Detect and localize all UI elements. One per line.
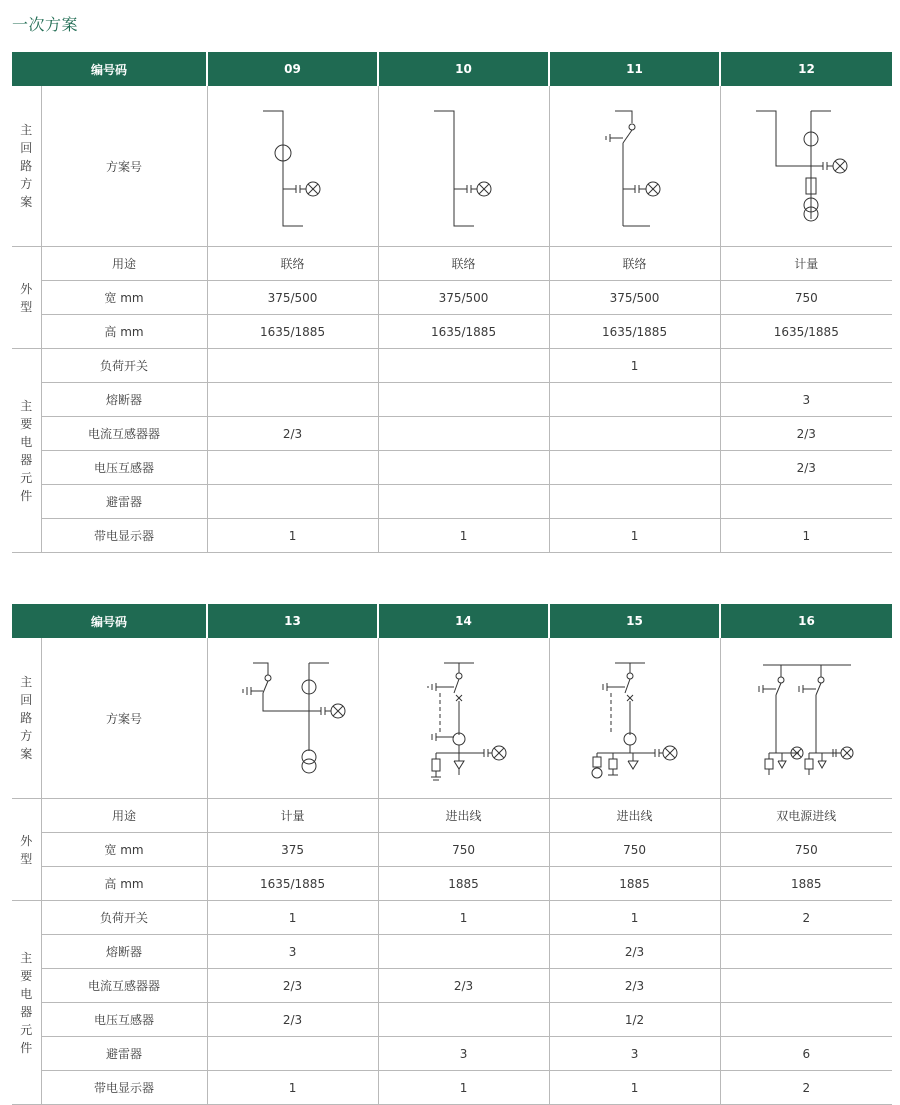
cell: 3	[549, 1037, 720, 1071]
diagram-10	[378, 86, 549, 247]
header-col-10: 10	[378, 52, 549, 86]
component-label: 避雷器	[41, 1037, 207, 1071]
component-label: 带电显示器	[41, 1071, 207, 1105]
diagram-row	[12, 86, 892, 247]
cell: 1885	[378, 867, 549, 901]
cell	[207, 383, 378, 417]
group-shape: 外 型	[12, 247, 41, 349]
cell: 750	[720, 833, 892, 867]
height-label: 高 mm	[41, 867, 207, 901]
component-row	[12, 1003, 892, 1037]
cell: 375	[207, 833, 378, 867]
cell: 2/3	[549, 935, 720, 969]
cell: 联络	[549, 247, 720, 281]
cell: 双电源进线	[720, 799, 892, 833]
cell: 2/3	[720, 451, 892, 485]
cell: 2/3	[378, 969, 549, 1003]
cell: 联络	[378, 247, 549, 281]
component-row	[12, 935, 892, 969]
cell: 375/500	[549, 281, 720, 315]
cell: 2/3	[549, 969, 720, 1003]
cell: 1	[378, 1071, 549, 1105]
component-label: 负荷开关	[41, 901, 207, 935]
component-row	[12, 519, 892, 553]
cell: 2/3	[207, 969, 378, 1003]
cell: 3	[720, 383, 892, 417]
height-label: 高 mm	[41, 315, 207, 349]
cell: 750	[378, 833, 549, 867]
cell: 3	[378, 1037, 549, 1071]
height-row	[12, 867, 892, 901]
cell: 6	[720, 1037, 892, 1071]
component-row	[12, 417, 892, 451]
height-row	[12, 315, 892, 349]
header-col-12: 12	[720, 52, 892, 86]
diagram-row	[12, 638, 892, 799]
cell	[207, 485, 378, 519]
diagram-11	[549, 86, 720, 247]
cell: 1635/1885	[720, 315, 892, 349]
header-row	[12, 52, 892, 86]
width-label: 宽 mm	[41, 833, 207, 867]
group-shape: 外 型	[12, 799, 41, 901]
cell: 2/3	[207, 417, 378, 451]
cell: 2	[720, 1071, 892, 1105]
cell: 2/3	[207, 1003, 378, 1037]
cell: 2	[720, 901, 892, 935]
component-label: 电压互感器	[41, 1003, 207, 1037]
cell: 1	[207, 901, 378, 935]
component-label: 避雷器	[41, 485, 207, 519]
cell: 1	[207, 519, 378, 553]
header-col-09: 09	[207, 52, 378, 86]
cell: 1	[720, 519, 892, 553]
component-row	[12, 1037, 892, 1071]
header-col-16: 16	[720, 604, 892, 638]
cell: 1635/1885	[549, 315, 720, 349]
cell: 1	[549, 519, 720, 553]
header-col-15: 15	[549, 604, 720, 638]
component-label: 电压互感器	[41, 451, 207, 485]
component-label: 熔断器	[41, 935, 207, 969]
group-main-circuit: 主 回 路 方 案	[12, 86, 41, 247]
width-row	[12, 281, 892, 315]
cell	[720, 969, 892, 1003]
cell	[720, 485, 892, 519]
header-col-13: 13	[207, 604, 378, 638]
cell	[378, 417, 549, 451]
use-label: 用途	[41, 247, 207, 281]
cell: 2/3	[720, 417, 892, 451]
cell	[378, 1003, 549, 1037]
diagram-12	[720, 86, 892, 247]
cell	[720, 349, 892, 383]
cell: 750	[720, 281, 892, 315]
header-code-label: 编号码	[12, 604, 207, 638]
use-row	[12, 247, 892, 281]
cell: 1	[378, 901, 549, 935]
cell	[378, 383, 549, 417]
cell: 1635/1885	[207, 867, 378, 901]
cell	[549, 485, 720, 519]
component-row	[12, 451, 892, 485]
scheme-label: 方案号	[41, 86, 207, 247]
scheme-table-1	[12, 52, 892, 553]
cell: 1635/1885	[207, 315, 378, 349]
cell: 1885	[720, 867, 892, 901]
header-col-14: 14	[378, 604, 549, 638]
component-row	[12, 969, 892, 1003]
scheme-table-2	[12, 604, 892, 1105]
cell	[378, 349, 549, 383]
cell: 计量	[720, 247, 892, 281]
cell	[378, 451, 549, 485]
cell	[207, 349, 378, 383]
cell	[720, 935, 892, 969]
cell: 375/500	[207, 281, 378, 315]
component-row	[12, 485, 892, 519]
diagram-15	[549, 638, 720, 799]
group-components: 主 要 电 器 元 件	[12, 901, 41, 1105]
cell: 1	[378, 519, 549, 553]
diagram-14	[378, 638, 549, 799]
page-title: 一次方案	[12, 15, 79, 34]
cell	[549, 451, 720, 485]
diagram-13	[207, 638, 378, 799]
component-label: 带电显示器	[41, 519, 207, 553]
group-main-circuit: 主 回 路 方 案	[12, 638, 41, 799]
cell: 1/2	[549, 1003, 720, 1037]
cell: 联络	[207, 247, 378, 281]
component-row	[12, 901, 892, 935]
component-label: 电流互感器器	[41, 417, 207, 451]
cell	[378, 935, 549, 969]
scheme-label: 方案号	[41, 638, 207, 799]
cell: 750	[549, 833, 720, 867]
width-row	[12, 833, 892, 867]
cell: 1	[549, 1071, 720, 1105]
header-code-label: 编号码	[12, 52, 207, 86]
cell: 进出线	[378, 799, 549, 833]
use-row	[12, 799, 892, 833]
cell: 375/500	[378, 281, 549, 315]
header-col-11: 11	[549, 52, 720, 86]
component-label: 负荷开关	[41, 349, 207, 383]
diagram-09	[207, 86, 378, 247]
width-label: 宽 mm	[41, 281, 207, 315]
cell: 1885	[549, 867, 720, 901]
cell: 进出线	[549, 799, 720, 833]
group-components: 主 要 电 器 元 件	[12, 349, 41, 553]
cell: 1	[207, 1071, 378, 1105]
cell: 1	[549, 901, 720, 935]
component-label: 电流互感器器	[41, 969, 207, 1003]
cell	[207, 1037, 378, 1071]
cell: 1	[549, 349, 720, 383]
cell: 计量	[207, 799, 378, 833]
cell: 3	[207, 935, 378, 969]
cell	[378, 485, 549, 519]
component-row	[12, 349, 892, 383]
component-row	[12, 1071, 892, 1105]
component-label: 熔断器	[41, 383, 207, 417]
component-row	[12, 383, 892, 417]
use-label: 用途	[41, 799, 207, 833]
cell	[720, 1003, 892, 1037]
diagram-16	[720, 638, 892, 799]
cell	[549, 383, 720, 417]
cell: 1635/1885	[378, 315, 549, 349]
cell	[549, 417, 720, 451]
header-row	[12, 604, 892, 638]
cell	[207, 451, 378, 485]
